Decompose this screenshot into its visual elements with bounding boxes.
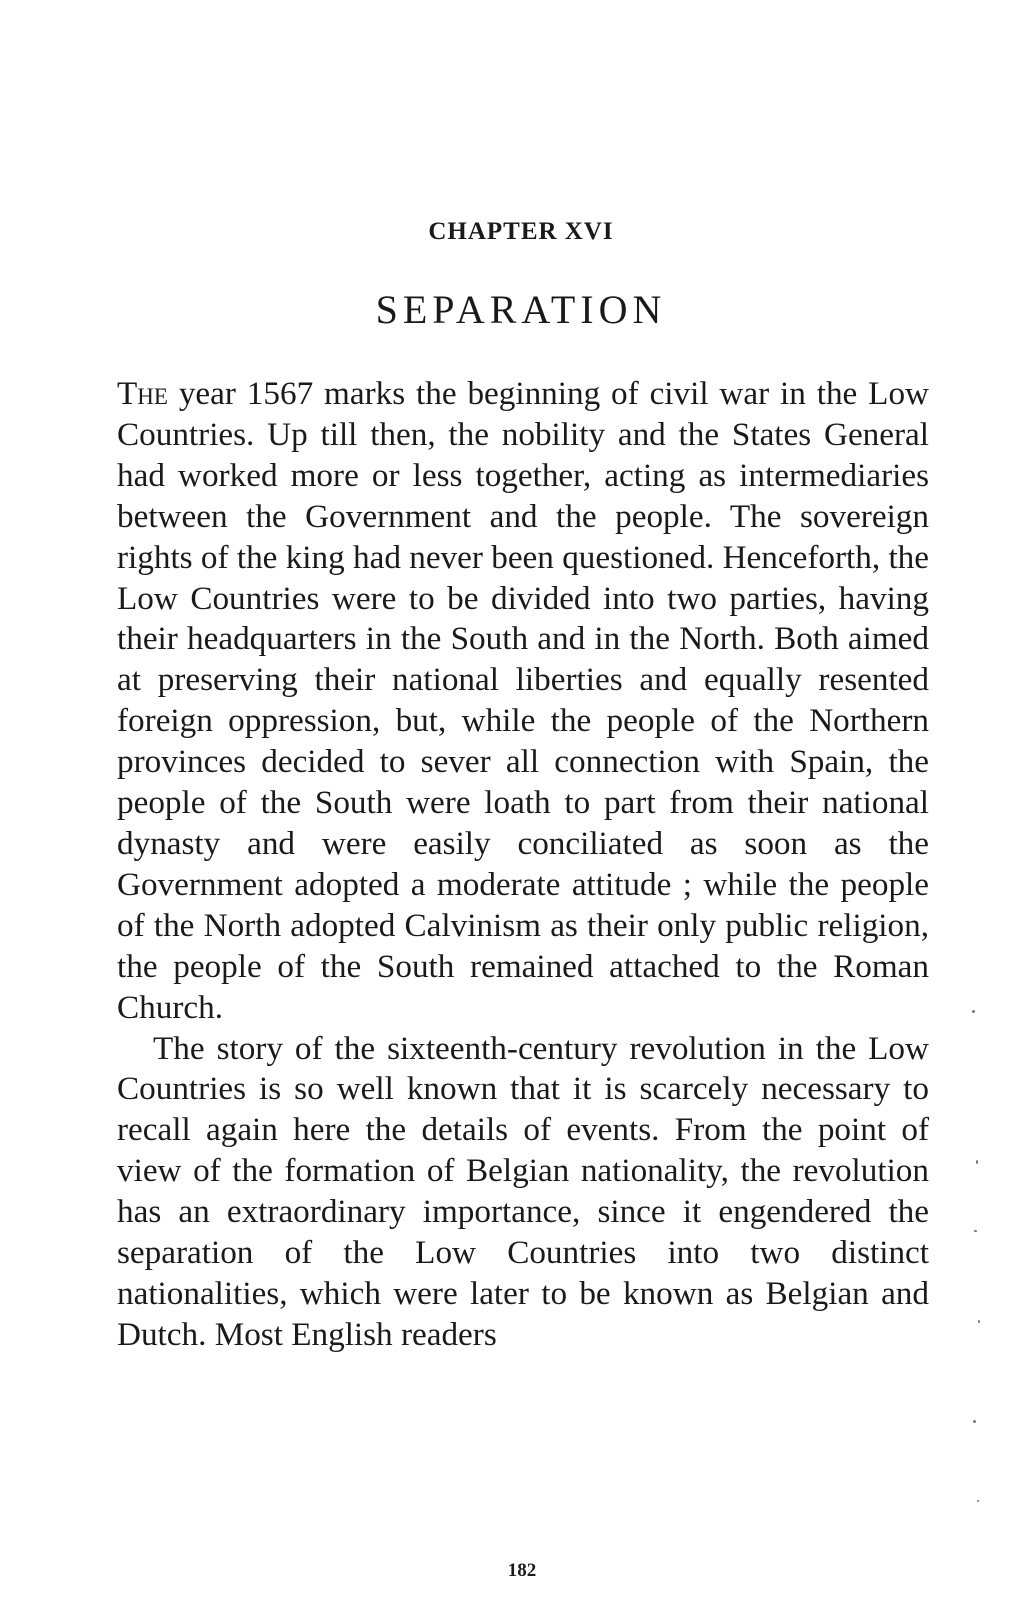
scan-speck (977, 1500, 979, 1502)
chapter-title: SEPARATION (375, 287, 667, 332)
paragraph-1 (117, 374, 929, 1029)
body-text (117, 374, 929, 1356)
page-number: 182 (507, 1560, 537, 1581)
paragraph-1-text: year 1567 marks the beginning of civil war in the Low Countries. Up till then, the nobility and the States General had worked more or less together, acting as intermediaries between the Government and the people. The sovereign rights of the king had never been questioned. Henceforth, the Low Countries were to be divided into two parties, having their headquarters in the South and in the North. Both aimed at preserving their national liberties and equally resented foreign oppression, but, while the people of the Northern provinces decided to sever all connection with Spain, the people of the South were loath to part from their national dynasty and were easily conciliated as soon as the Government adopted a moderate attitude ; while the people of the North adopted Calvinism as their only public religion, the people of the South remained attached to the Roman Church. (117, 375, 929, 1026)
scan-speck (973, 1420, 976, 1423)
scan-speck (978, 1320, 980, 1323)
paragraph-lead-word: The (117, 375, 168, 412)
scan-speck (976, 1160, 978, 1164)
chapter-label: CHAPTER XVI (428, 218, 614, 245)
scan-speck (972, 1010, 975, 1013)
scan-speck (974, 1230, 977, 1232)
paragraph-2: The story of the sixteenth-century revolution in the Low Countries is so well known that it is scarcely necessary to recall again here the details of events. From the point of view of the formation of Belgian nationality, the revolution has an extraordinary importance, since it engendered the separation of the Low Countries into two distinct nationalities, which were later to be known as Belgian and Dutch. Most English readers (117, 1029, 929, 1353)
